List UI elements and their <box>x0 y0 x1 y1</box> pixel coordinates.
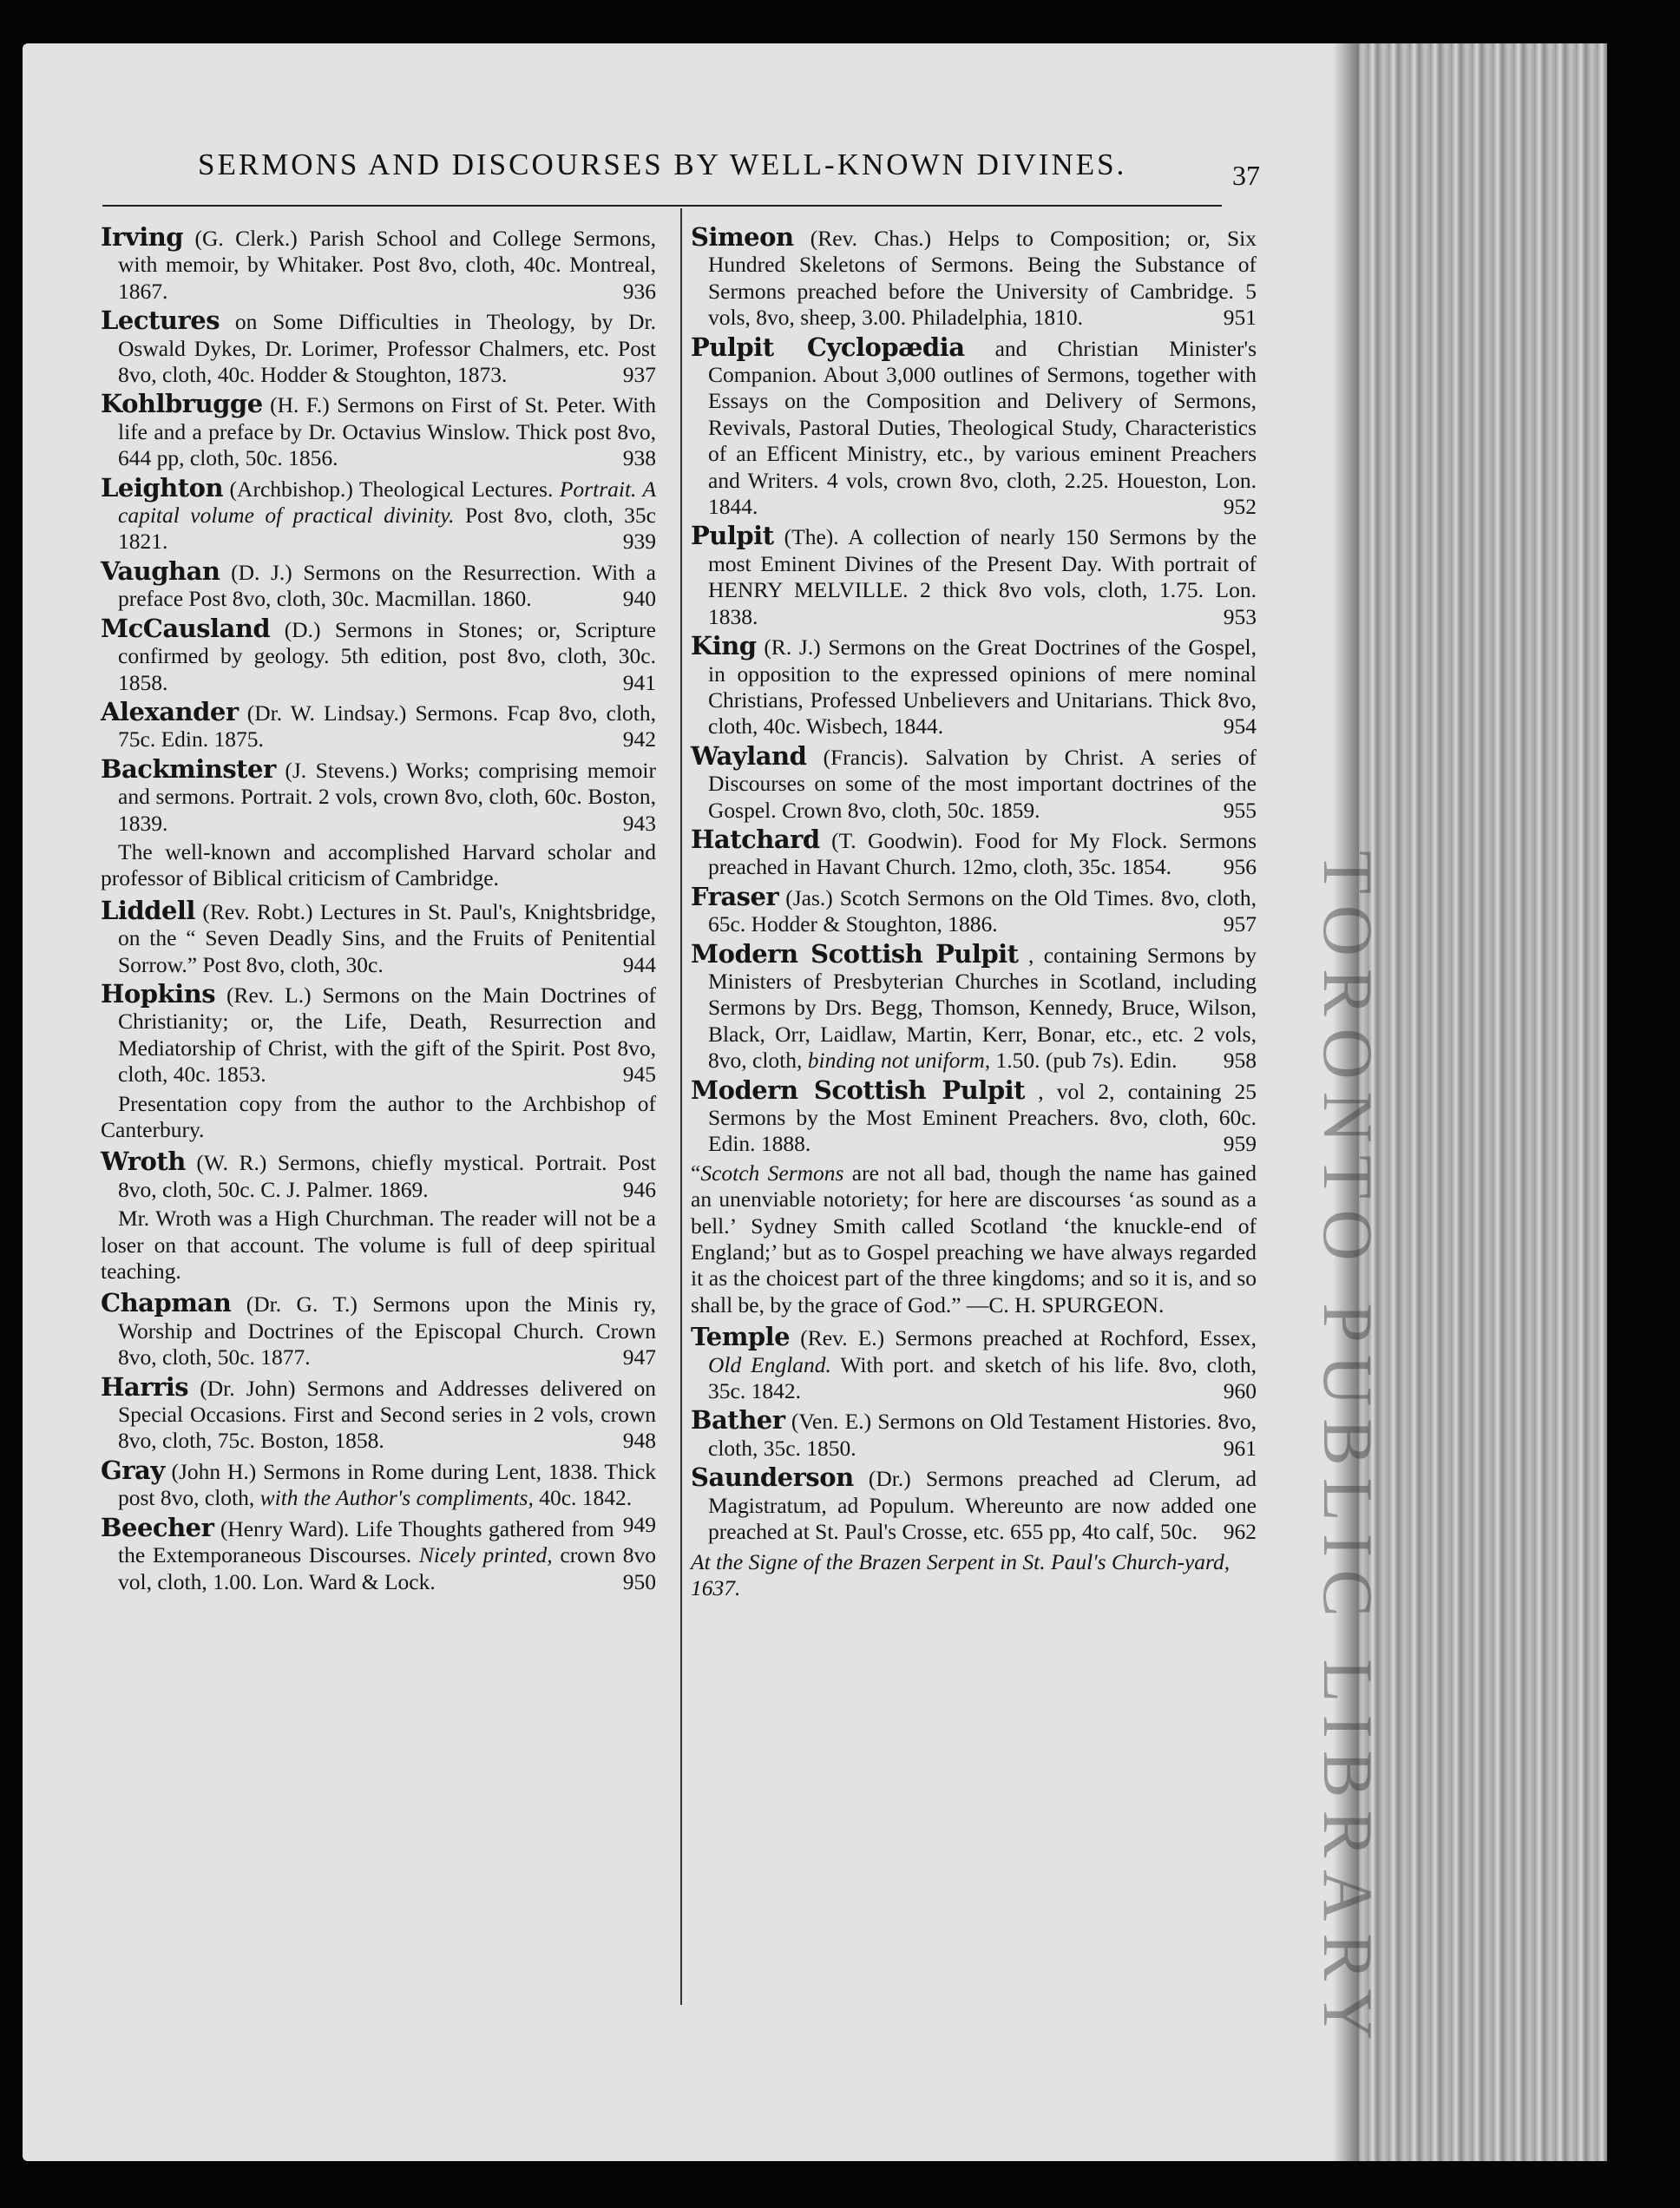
lot-number: 939 <box>622 529 656 555</box>
lot-number: 953 <box>1223 603 1257 629</box>
entry-italic: Nicely printed, <box>418 1542 553 1568</box>
entry-italic: Old England. <box>708 1351 831 1377</box>
catalogue-entry <box>101 472 657 555</box>
catalogue-entry <box>101 978 656 1088</box>
catalogue-entry <box>101 897 656 978</box>
entry-italic: binding not uniform, <box>807 1048 991 1074</box>
entry-description: (D.) Sermons in Stones; or, Scripture confirmed by geology. 5th edition, post 8vo, cloth, 30c. 1858. <box>118 616 656 695</box>
entry-note: The well-known and accomplished Harvard scholar and professor of Biblical criticism of Cambridge. <box>101 838 656 891</box>
lot-number: 940 <box>622 586 656 612</box>
entry-description-cont: crown 8vo vol, cloth, 1.00. Lon. Ward & Lock. <box>118 1542 657 1594</box>
entry-headword: Pulpit Cyclopædia <box>691 332 965 362</box>
lot-number: 944 <box>622 951 656 977</box>
entry-description: (J. Stevens.) Works; comprising memoir and sermons. Portrait. 2 vols, crown 8vo, cloth, 60c. Boston, 1839. <box>118 757 657 836</box>
entry-description-cont: 1.50. (pub 7s). Edin. <box>995 1048 1178 1074</box>
quote-text: are not all bad, though the name has gained an unenviable notoriety; for here are discourses ‘as sound as a bell.’ Sydney Smith called Scotland ‘the knuckle-end of England;’ but as to Gospel preaching we have always regarded it as the choicest part of the three kingdoms; and so it is, and so shall be, by the grace of God.” —C. H. SPURGEON. <box>691 1160 1257 1318</box>
entry-headword: Pulpit <box>691 521 774 551</box>
entry-headword: Gray <box>101 1455 165 1485</box>
entry-description-cont: 40c. 1842. <box>539 1485 633 1511</box>
entry-description-cont: With port. and sketch of his life. 8vo, cloth, 35c. 1842. <box>708 1351 1257 1404</box>
entry-description: (The). A collection of nearly 150 Sermons by the most Eminent Divines of the Present Day. With portrait of HENRY MELVILLE. 2 thick 8vo vols, cloth, 1.75. Lon. 1838. <box>708 524 1257 629</box>
catalogue-entry <box>101 307 656 388</box>
catalogue-entry <box>691 938 1257 1074</box>
catalogue-entry <box>101 753 657 837</box>
entry-headword: Saunderson <box>691 1462 854 1493</box>
page-number: 37 <box>1232 160 1260 191</box>
lot-number: 945 <box>622 1061 656 1088</box>
entry-description: (Rev. L.) Sermons on the Main Doctrines of Christianity; or, the Life, Death, Resurrection and Mediatorship of Christ, with the gift of the Spirit. Post 8vo, cloth, 40c. 1853. <box>118 982 656 1088</box>
entry-description: (Rev. E.) Sermons preached at Rochford, Essex, <box>800 1325 1257 1351</box>
entry-description: and Christian Minister's Companion. About 3,000 outlines of Sermons, together with Essays on the Composition and Delivery of Sermons, Revivals, Pastoral Duties, Theological Study, Characteristics of an Efficent Ministry, etc., by various eminent Preachers and Writers. 4 vols, crown 8vo, cloth, 2.25. Houeston, Lon. 1844. <box>708 335 1257 520</box>
entry-headword: Kohlbrugge <box>101 389 263 419</box>
lot-number: 955 <box>1223 797 1257 823</box>
catalogue-entry <box>101 1371 657 1455</box>
lot-number: 956 <box>1223 854 1257 880</box>
entry-headword: Vaughan <box>101 555 220 586</box>
catalogue-entry <box>691 633 1257 740</box>
entry-description: (Henry Ward). Life Thoughts gathered from the Extemporaneous Discourses. <box>118 1515 614 1568</box>
catalogue-entry <box>691 1407 1257 1462</box>
lot-number: 959 <box>1223 1131 1257 1157</box>
entry-description: (John H.) Sermons in Rome during Lent, 1838. Thick post 8vo, cloth, <box>118 1458 656 1511</box>
lot-number: 951 <box>1223 305 1257 331</box>
entry-italic: Portrait. A capital volume of practical divinity. <box>118 476 657 529</box>
entry-description: (T. Goodwin). Food for My Flock. Sermons preached in Havant Church. 12mo, cloth, 35c. 1854. <box>708 827 1257 880</box>
quote-open: “ <box>691 1160 701 1186</box>
lot-number: 943 <box>622 810 656 836</box>
lot-number: 949 <box>622 1511 656 1537</box>
catalogue-entry <box>101 224 656 305</box>
entry-description: (Francis). Salvation by Christ. A series of Discourses on some of the most important doctrines of the Gospel. Crown 8vo, cloth, 50c. 1859. <box>708 744 1257 823</box>
entry-description: , vol 2, containing 25 Sermons by the Most Eminent Preachers. 8vo, cloth, 60c. Edin. 1888. <box>708 1078 1257 1157</box>
running-head: SERMONS AND DISCOURSES BY WELL-KNOWN DIVINES. <box>198 148 1127 181</box>
lot-number: 957 <box>1223 911 1257 937</box>
entry-headword: Temple <box>691 1322 791 1352</box>
lot-number: 936 <box>622 278 656 304</box>
entry-description: (Dr.) Sermons preached ad Clerum, ad Magistratum, ad Populum. Whereunto are now added one preached at St. Paul's Crosse, etc. 655 pp, 4to calf, 50c. <box>708 1466 1257 1545</box>
lot-number: 958 <box>1223 1048 1257 1074</box>
entry-headword: McCausland <box>101 613 271 643</box>
spurgeon-quote <box>691 1160 1257 1318</box>
entry-headword: Lectures <box>101 306 220 336</box>
catalogue-entry <box>691 881 1257 938</box>
entry-description: (D. J.) Sermons on the Resurrection. With a preface Post 8vo, cloth, 30c. Macmillan. 1860. <box>118 559 657 612</box>
entry-description: (H. F.) Sermons on First of St. Peter. With life and a preface by Dr. Octavius Winslow. Thick post 8vo, 644 pp, cloth, 50c. 1856. <box>118 392 656 471</box>
lot-number: 946 <box>622 1176 656 1202</box>
lot-number: 950 <box>622 1568 656 1594</box>
catalogue-entry <box>691 522 1257 630</box>
entry-headword: Beecher <box>101 1512 214 1542</box>
right-column <box>691 224 1257 1601</box>
entry-italic: with the Author's compliments, <box>259 1485 534 1511</box>
catalogue-entry <box>101 1512 657 1595</box>
entry-description: (Archbishop.) Theological Lectures. <box>229 476 554 502</box>
catalogue-entry <box>101 615 656 696</box>
entry-description: (Dr. W. Lindsay.) Sermons. Fcap 8vo, cloth, 75c. Edin. 1875. <box>118 700 657 752</box>
entry-headword: Wroth <box>101 1147 186 1177</box>
lot-number: 941 <box>622 669 656 695</box>
lot-number: 937 <box>622 362 656 388</box>
entry-headword: Hatchard <box>691 824 820 854</box>
catalogue-entry <box>691 1074 1257 1158</box>
entry-description: (W. R.) Sermons, chiefly mystical. Portrait. Post 8vo, cloth, 50c. C. J. Palmer. 1869. <box>118 1150 657 1202</box>
catalogue-entry <box>691 334 1257 521</box>
entry-description-cont: Post 8vo, cloth, 35c 1821. <box>118 503 657 555</box>
entry-headword: Backminster <box>101 753 276 784</box>
entry-description: on Some Difficulties in Theology, by Dr. Oswald Dykes, Dr. Lorimer, Professor Chalmers, etc. Post 8vo, cloth, 40c. Hodder & Stoughton, 1873. <box>118 309 656 388</box>
entry-headword: Wayland <box>691 740 807 771</box>
entry-description: (Jas.) Scotch Sermons on the Old Times. 8vo, cloth, 65c. Hodder & Stoughton, 1886. <box>708 884 1257 937</box>
imprint-note: At the Signe of the Brazen Serpent in St. Paul's Church-yard, 1637. <box>691 1548 1230 1600</box>
entry-description: (Rev. Robt.) Lectures in St. Paul's, Knightsbridge, on the “ Seven Deadly Sins, and the Fruits of Penitential Sorrow.” Post 8vo, cloth, 30c. <box>118 898 657 977</box>
entry-headword: Harris <box>101 1371 189 1402</box>
entry-headword: Irving <box>101 222 184 252</box>
catalogue-entry <box>101 555 657 613</box>
lot-number: 938 <box>622 445 656 471</box>
catalogue-entry <box>101 391 656 471</box>
catalogue-entry <box>101 696 657 753</box>
entry-headword: Hopkins <box>101 978 216 1009</box>
entry-description: (Dr. John) Sermons and Addresses delivered on Special Occasions. First and Second series in 2 vols, crown 8vo, cloth, 75c. Boston, 1858. <box>118 1375 657 1454</box>
left-column <box>101 224 656 1598</box>
catalogue-entry <box>101 1290 656 1370</box>
entry-headword: Modern Scottish Pulpit <box>691 938 1019 969</box>
quote-title: Scotch Sermons <box>700 1160 844 1186</box>
lot-number: 952 <box>1223 494 1257 520</box>
lot-number: 942 <box>622 726 656 752</box>
column-rule <box>680 208 682 2005</box>
entry-headword: Simeon <box>691 222 794 252</box>
entry-headword: Bather <box>691 1405 785 1436</box>
entry-description: (Rev. Chas.) Helps to Composition; or, Six Hundred Skeletons of Sermons. Being the Substance of Sermons preached before the University of Cambridge. 5 vols, 8vo, sheep, 3.00. Philadelphia, 1810. <box>708 226 1257 331</box>
catalogue-entry <box>691 224 1257 332</box>
entry-description: (G. Clerk.) Parish School and College Sermons, with memoir, by Whitaker. Post 8vo, cloth, 40c. Montreal, 1867. <box>118 226 656 304</box>
entry-headword: Leighton <box>101 472 224 503</box>
entry-note: Presentation copy from the author to the Archbishop of Canterbury. <box>101 1090 656 1142</box>
lot-number: 947 <box>622 1344 656 1370</box>
entry-headword: Chapman <box>101 1288 232 1318</box>
entry-headword: Alexander <box>101 696 239 726</box>
catalogue-entry <box>691 740 1257 824</box>
entry-note: Mr. Wroth was a High Churchman. The reader will not be a loser on that account. The volume is full of deep spiritual teaching. <box>101 1206 656 1285</box>
catalogue-entry <box>691 826 1257 881</box>
entry-headword: Fraser <box>691 881 779 911</box>
entry-description: (Ven. E.) Sermons on Old Testament Histories. 8vo, cloth, 35c. 1850. <box>708 1409 1257 1461</box>
header-rule <box>102 205 1222 207</box>
entry-description: , containing Sermons by Ministers of Presbyterian Churches in Scotland, including Sermons by Drs. Begg, Thomson, Kennedy, Bruce, Wilson, Black, Orr, Laidlaw, Martin, Kerr, Bonar, etc., etc. 2 vols, 8vo, cloth, <box>708 942 1257 1074</box>
lot-number: 948 <box>622 1428 656 1454</box>
library-stamp: TORONTO PUBLIC LIBRARY <box>1309 851 1388 2053</box>
entry-description: (Dr. G. T.) Sermons upon the Minis ry, Worship and Doctrines of the Episcopal Church. Crown 8vo, cloth, 50c. 1877. <box>118 1291 656 1370</box>
lot-number: 961 <box>1223 1435 1257 1461</box>
lot-number: 960 <box>1223 1378 1257 1404</box>
catalogue-entry <box>101 1148 656 1203</box>
lot-number: 962 <box>1223 1519 1257 1545</box>
entry-headword: Modern Scottish Pulpit <box>691 1074 1026 1105</box>
catalogue-entry <box>691 1464 1257 1545</box>
entry-headword: Liddell <box>101 895 195 925</box>
entry-description: (R. J.) Sermons on the Great Doctrines of the Gospel, in opposition to the expressed opinions of mere nominal Christians, Professed Unbelievers and Unitarians. Thick 8vo, cloth, 40c. Wisbech, 1844. <box>708 634 1257 739</box>
lot-number: 954 <box>1223 713 1257 739</box>
entry-headword: King <box>691 631 757 661</box>
catalogue-entry <box>691 1324 1257 1404</box>
